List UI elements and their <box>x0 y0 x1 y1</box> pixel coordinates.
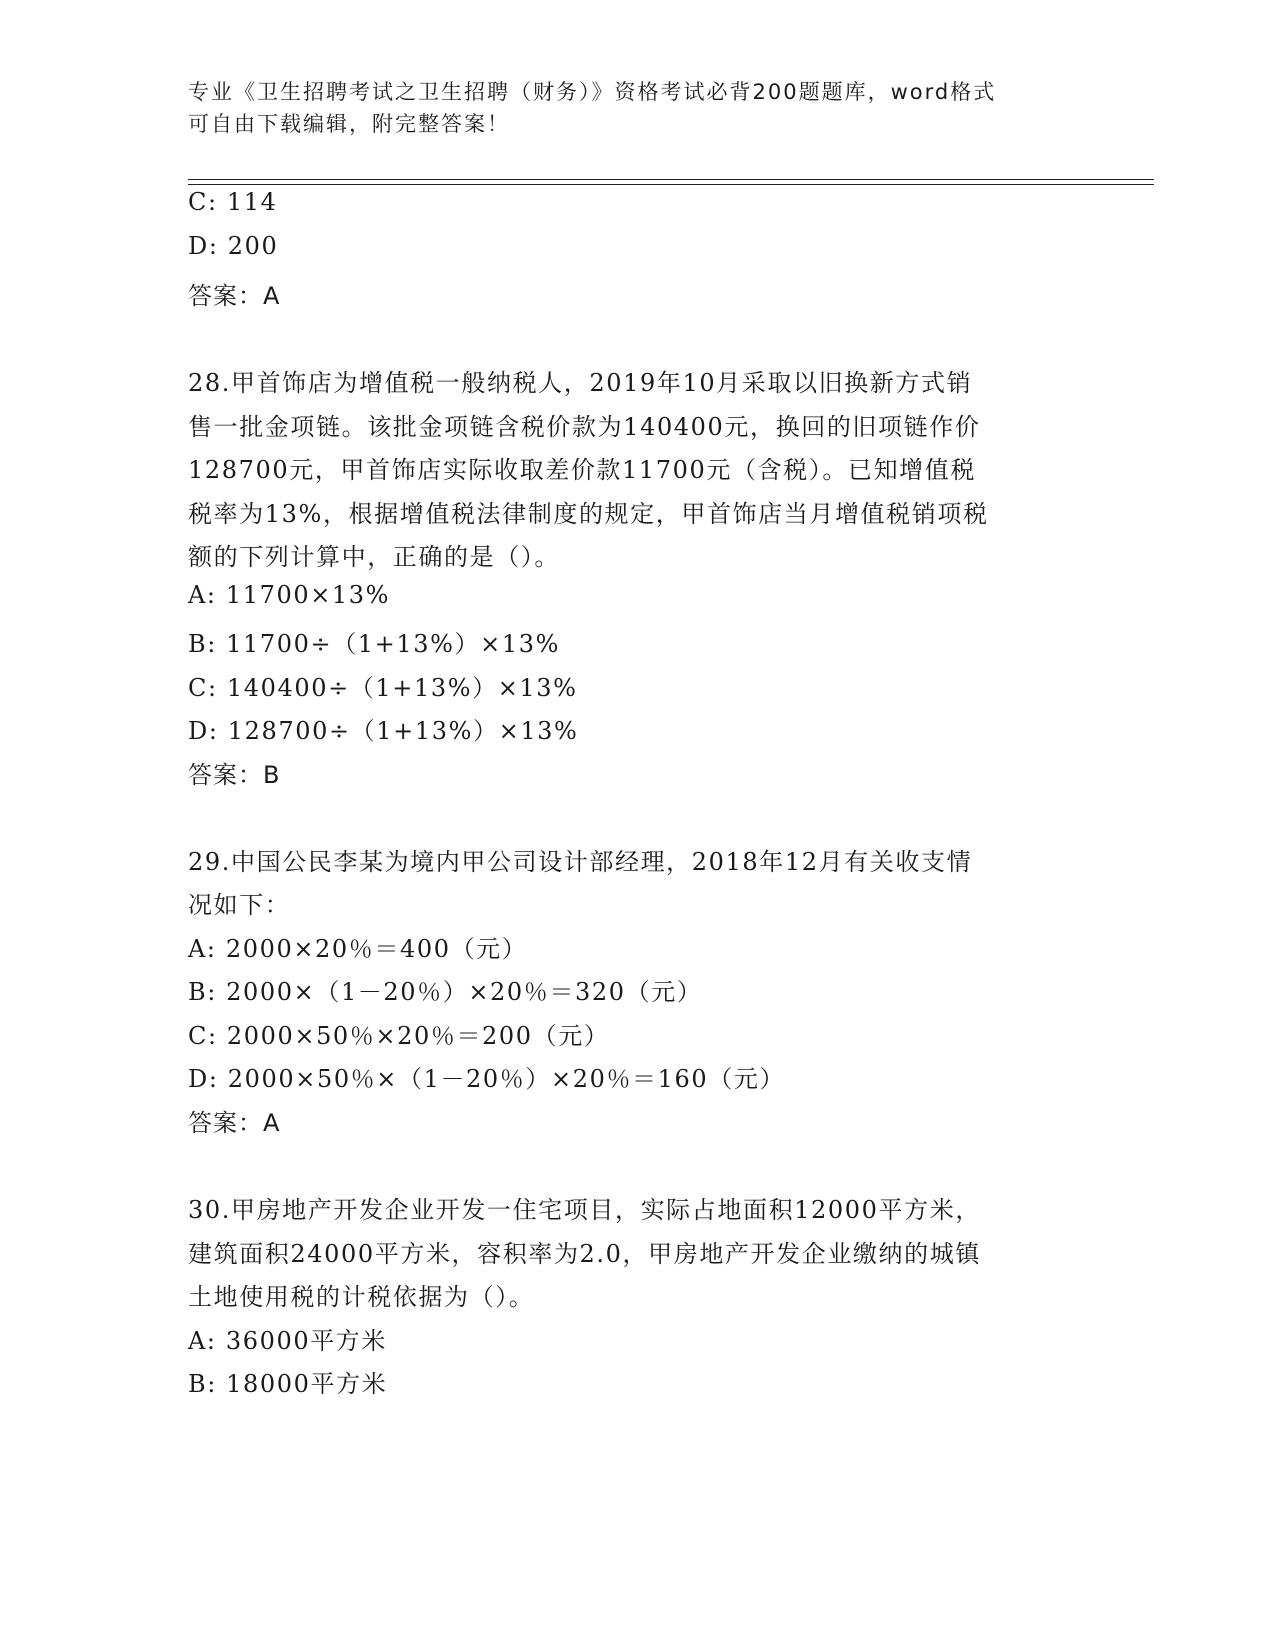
q28-stem-line-2: 售一批金项链。该批金项链含税价款为140400元，换回的旧项链作价 <box>188 413 981 441</box>
q29-stem-line-1: 29.中国公民李某为境内甲公司设计部经理，2018年12月有关收支情 <box>188 848 973 876</box>
q30-option-a: A: 36000平方米 <box>188 1327 387 1355</box>
q29-option-c: C: 2000×50％×20％＝200（元） <box>188 1022 610 1050</box>
header-line-2: 可自由下载编辑，附完整答案！ <box>188 112 510 136</box>
q29-answer: 答案：A <box>188 1109 281 1137</box>
q28-option-c: C: 140400÷（1+13%）×13% <box>188 674 578 702</box>
q29-option-b: B: 2000×（1－20％）×20％＝320（元） <box>188 978 703 1006</box>
q30-stem-line-3: 土地使用税的计税依据为（）。 <box>188 1283 535 1311</box>
q28-stem-line-4: 税率为13%，根据增值税法律制度的规定，甲首饰店当月增值税销项税 <box>188 500 989 528</box>
header-line-1: 专业《卫生招聘考试之卫生招聘（财务）》资格考试必背200题题库，word格式 <box>188 80 997 104</box>
header-rule-top <box>188 179 1154 180</box>
q27-option-c: C: 114 <box>188 188 278 216</box>
q28-stem-line-1: 28.甲首饰店为增值税一般纳税人，2019年10月采取以旧换新方式销 <box>188 369 973 397</box>
q28-option-d: D: 128700÷（1+13%）×13% <box>188 717 579 745</box>
q28-stem-line-5: 额的下列计算中，正确的是（）。 <box>188 543 560 571</box>
q29-stem-line-2: 况如下： <box>188 891 291 919</box>
q28-answer: 答案：B <box>188 761 281 789</box>
q30-option-b: B: 18000平方米 <box>188 1370 388 1398</box>
q27-option-d: D: 200 <box>188 232 279 260</box>
q30-stem-line-1: 30.甲房地产开发企业开发一住宅项目，实际占地面积12000平方米， <box>188 1196 981 1224</box>
header-rule-bottom <box>188 184 1154 185</box>
document-header <box>188 76 1088 140</box>
q30-stem-line-2: 建筑面积24000平方米，容积率为2.0，甲房地产开发企业缴纳的城镇 <box>188 1240 981 1268</box>
q28-option-b: B: 11700÷（1+13%）×13% <box>188 630 560 658</box>
q28-option-a: A: 11700×13% <box>188 581 391 609</box>
q27-answer: 答案：A <box>188 282 281 310</box>
q28-stem-line-3: 128700元，甲首饰店实际收取差价款11700元（含税）。已知增值税 <box>188 456 976 484</box>
q29-option-a: A: 2000×20％＝400（元） <box>188 935 528 963</box>
q29-option-d: D: 2000×50％×（1－20％）×20％＝160（元） <box>188 1065 786 1093</box>
